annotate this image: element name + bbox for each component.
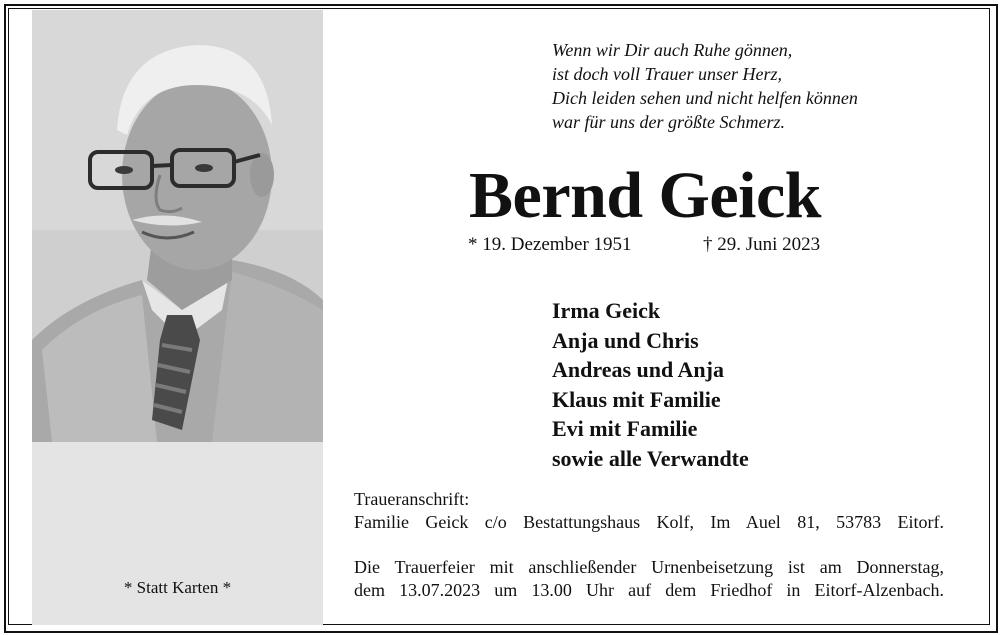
poem-line: ist doch voll Trauer unser Herz, xyxy=(552,64,783,84)
mourning-address xyxy=(354,488,944,534)
ceremony-line: Die Trauerfeier mit anschließender Urnenbeisetzung ist am Donnerstag, xyxy=(354,557,944,577)
family-member: Evi mit Familie xyxy=(552,416,698,441)
family-member: Klaus mit Familie xyxy=(552,386,721,412)
poem-line: Dich leiden sehen und nicht helfen können xyxy=(552,88,858,108)
deceased-name: Bernd Geick xyxy=(469,159,821,232)
death-date: † 29. Juni 2023 xyxy=(703,234,821,255)
birth-date: * 19. Dezember 1951 xyxy=(468,234,632,255)
poem-line: war für uns der größte Schmerz. xyxy=(552,112,785,132)
portrait-illustration xyxy=(32,10,323,442)
family-member: Andreas und Anja xyxy=(552,357,724,382)
family-member: Irma Geick xyxy=(552,298,661,323)
family-list xyxy=(552,296,749,473)
poem xyxy=(552,38,858,134)
statt-karten-note: * Statt Karten * xyxy=(123,578,232,597)
ceremony-info xyxy=(354,556,944,602)
portrait-photo xyxy=(32,10,323,442)
family-member: sowie alle Verwandte xyxy=(552,445,749,471)
family-member: Anja und Chris xyxy=(552,327,699,353)
ceremony-line: dem 13.07.2023 um 13.00 Uhr auf dem Friedhof in Eitorf-Alzenbach. xyxy=(354,580,944,600)
address-line: Familie Geick c/o Bestattungshaus Kolf, Im Auel 81, 53783 Eitorf. xyxy=(354,512,944,532)
poem-line: Wenn wir Dir auch Ruhe gönnen, xyxy=(552,40,793,60)
address-label: Traueranschrift: xyxy=(354,489,470,509)
